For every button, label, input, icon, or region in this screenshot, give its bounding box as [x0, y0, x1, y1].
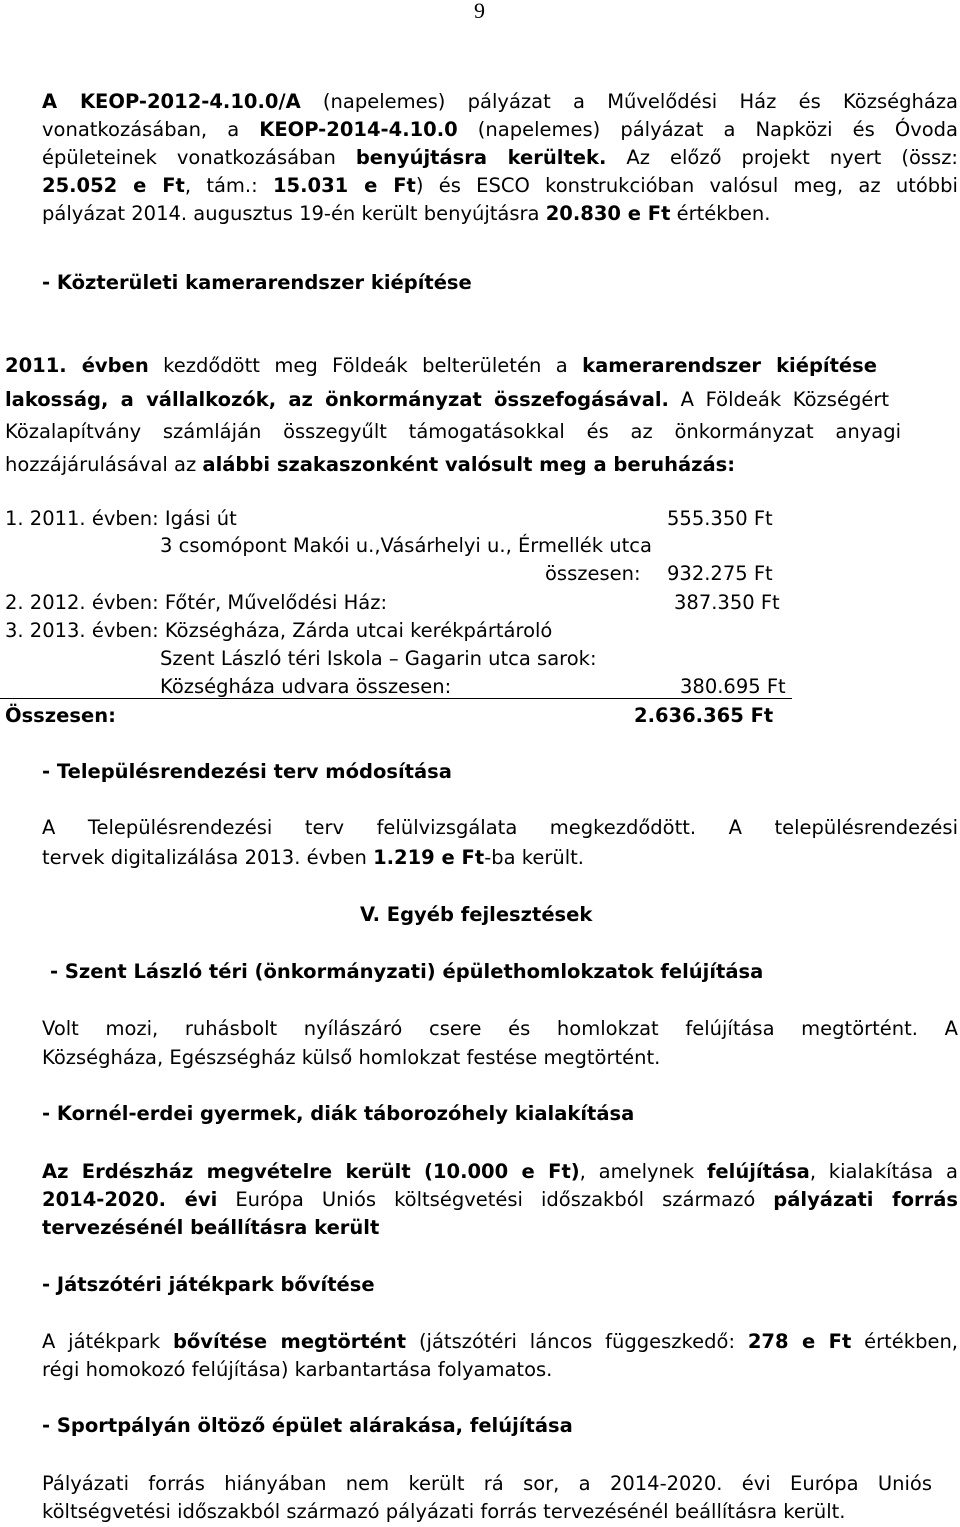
- total-value: 2.636.365 Ft: [634, 704, 774, 727]
- total-label: Összesen:: [5, 704, 116, 727]
- page-number: 9: [474, 0, 485, 23]
- paragraph-keop-line1: A KEOP-2012-4.10.0/A (napelemes) pályázat a Művelődési Ház és Községháza: [42, 90, 959, 113]
- cost-row1-value: 555.350 Ft: [667, 507, 773, 530]
- paragraph-kamera-line4: hozzájárulásával az alábbi szakaszonként valósult meg a beruházás:: [5, 453, 736, 476]
- heading-szent-laszlo: - Szent László téri (önkormányzati) épülethomlokzatok felújítása: [50, 960, 764, 983]
- heading-kamerarendszer: - Közterületi kamerarendszer kiépítése: [42, 271, 472, 294]
- cost-row1-subtotal-value: 932.275 Ft: [667, 562, 773, 585]
- cost-row1-detail: 3 csomópont Makói u.,Vásárhelyi u., Érmellék utca: [160, 534, 652, 557]
- paragraph-kamera-line1: 2011. évben kezdődött meg Földeák belterületén a kamerarendszer kiépítése: [5, 354, 877, 377]
- paragraph-keop-line4: 25.052 e Ft, tám.: 15.031 e Ft) és ESCO konstrukcióban valósul meg, az utóbbi: [42, 174, 958, 197]
- section-heading-egyeb: V. Egyéb fejlesztések: [360, 903, 593, 926]
- cost-row2-value: 387.350 Ft: [674, 591, 780, 614]
- cost-row1-label: 1. 2011. évben: Igási út: [5, 507, 237, 530]
- paragraph-kornel-line3: tervezésénél beállításra került: [42, 1216, 380, 1239]
- paragraph-keop-line3: épületeinek vonatkozásában benyújtásra kerültek. Az előző projekt nyert (össz:: [42, 146, 958, 169]
- cost-row3-subtotal-value: 380.695 Ft: [680, 675, 786, 698]
- heading-jatszoter: - Játszótéri játékpark bővítése: [42, 1273, 375, 1296]
- paragraph-jatszo-line1: A játékpark bővítése megtörtént (játszótéri láncos függeszkedő: 278 e Ft értékben,: [42, 1330, 958, 1353]
- paragraph-kamera-line2: lakosság, a vállalkozók, az önkormányzat összefogásával. A Földeák Községért: [5, 388, 889, 411]
- cost-row3-subtotal-label: Községháza udvara összesen:: [160, 675, 452, 698]
- cost-row3-detail: Szent László téri Iskola – Gagarin utca sarok:: [160, 647, 597, 670]
- cost-row1-subtotal-label: összesen:: [545, 562, 641, 585]
- heading-sportpalya: - Sportpályán öltöző épület alárakása, felújítása: [42, 1414, 573, 1437]
- cost-row2-label: 2. 2012. évben: Főtér, Művelődési Ház:: [5, 591, 388, 614]
- paragraph-sport-line2: költségvetési időszakból származó pályázati forrás tervezésénél beállításra került.: [42, 1500, 846, 1523]
- paragraph-telep-line2: tervek digitalizálása 2013. évben 1.219 e Ft-ba került.: [42, 846, 584, 869]
- paragraph-telep-line1: A Településrendezési terv felülvizsgálata megkezdődött. A településrendezési: [42, 816, 958, 839]
- paragraph-szent-line2: Községháza, Egészségház külső homlokzat festése megtörtént.: [42, 1046, 661, 1069]
- paragraph-keop-line2: vonatkozásában, a KEOP-2014-4.10.0 (napelemes) pályázat a Napközi és Óvoda: [42, 118, 958, 141]
- paragraph-kamera-line3: Közalapítvány számláján összegyűlt támogatásokkal és az önkormányzat anyagi: [5, 420, 901, 443]
- paragraph-jatszo-line2: régi homokozó felújítása) karbantartása folyamatos.: [42, 1358, 553, 1381]
- heading-telepulesrendezes: - Településrendezési terv módosítása: [42, 760, 452, 783]
- cost-row3-label: 3. 2013. évben: Községháza, Zárda utcai kerékpártároló: [5, 619, 553, 642]
- paragraph-kornel-line1: Az Erdészház megvételre került (10.000 e Ft), amelynek felújítása, kialakítása a: [42, 1160, 958, 1183]
- heading-kornel-erdei: - Kornél-erdei gyermek, diák táborozóhely kialakítása: [42, 1102, 635, 1125]
- paragraph-sport-line1: Pályázati forrás hiányában nem került rá sor, a 2014-2020. évi Európa Uniós: [42, 1472, 932, 1495]
- sum-underline: [0, 698, 792, 699]
- paragraph-kornel-line2: 2014-2020. évi Európa Uniós költségvetési időszakból származó pályázati forrás: [42, 1188, 958, 1211]
- paragraph-keop-line5: pályázat 2014. augusztus 19-én került benyújtásra 20.830 e Ft értékben.: [42, 202, 771, 225]
- paragraph-szent-line1: Volt mozi, ruhásbolt nyílászáró csere és homlokzat felújítása megtörtént. A: [42, 1017, 958, 1040]
